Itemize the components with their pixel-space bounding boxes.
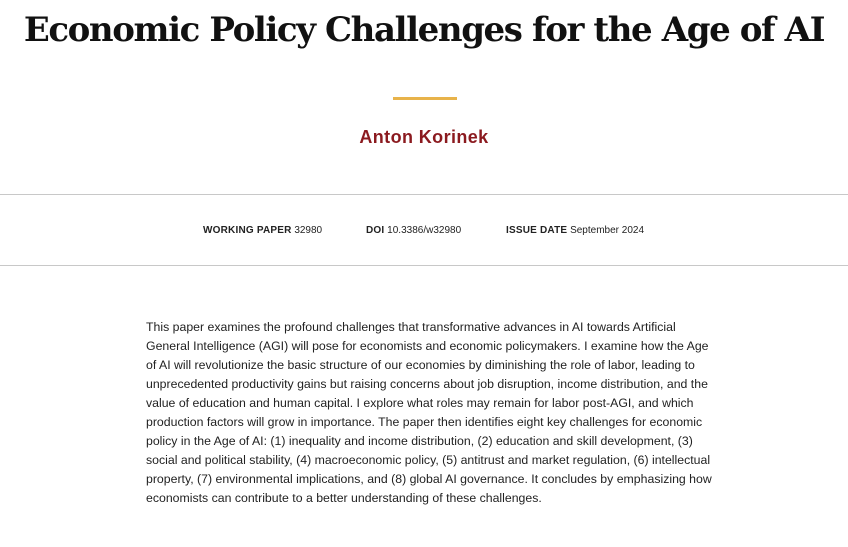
working-paper-number (203, 224, 322, 238)
abstract-text: This paper examines the profound challenges that transformative advances in AI towards Artificial General Intelligence (AGI) will pose for economists and economic policymakers. I examine how the Age of AI will revolutionize the basic structure of our economies by diminishing the role of labor, leading to unprecedented productivity gains but raising concerns about job disruption, income distribution, and the value of education and human capital. I explore what roles may remain for labor post-AGI, and which production factors will grow in importance. The paper then identifies eight key challenges for economic policy in the Age of AI: (1) inequality and income distribution, (2) education and skill development, (3) social and political stability, (4) macroeconomic policy, (5) antitrust and market regulation, (6) intellectual property, (7) environmental implications, and (8) global AI governance. It concludes by emphasizing how economists can contribute to a better understanding of these challenges. (146, 320, 712, 505)
paper-metadata-bar (0, 194, 848, 266)
working-paper-value: 32980 (294, 225, 323, 236)
doi-label: DOI (366, 225, 385, 236)
issue-date-info (506, 224, 644, 238)
author-link[interactable]: Anton Korinek (359, 127, 489, 147)
page-title: Economic Policy Challenges for the Age of AI (23, 10, 825, 50)
working-paper-label: WORKING PAPER (203, 225, 292, 236)
issue-date-label: ISSUE DATE (506, 225, 568, 236)
doi-value[interactable]: 10.3386/w32980 (387, 225, 462, 236)
issue-date-value: September 2024 (570, 225, 645, 236)
doi-info (366, 224, 461, 238)
title-accent-divider (393, 97, 457, 100)
